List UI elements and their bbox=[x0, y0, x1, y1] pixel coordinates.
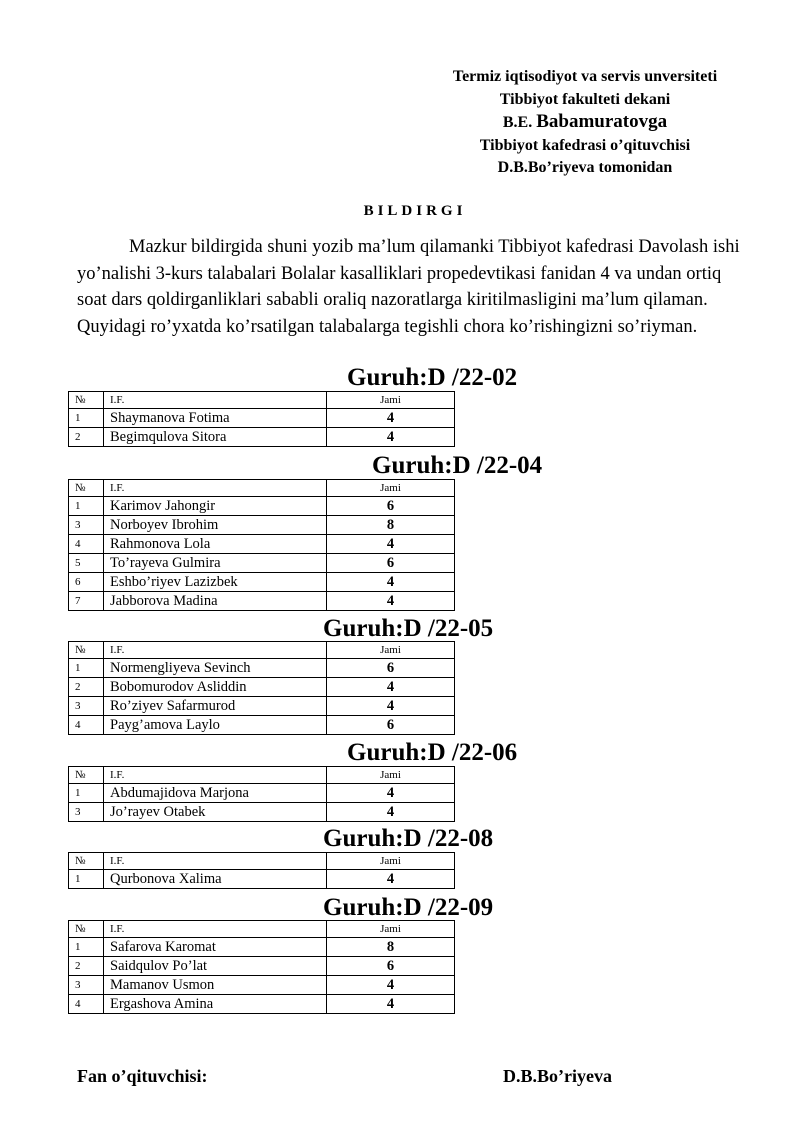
table-header-row bbox=[69, 480, 455, 497]
row-name: Shaymanova Fotima bbox=[104, 409, 327, 428]
header-name: I.F. bbox=[104, 392, 327, 409]
table-row bbox=[69, 535, 455, 554]
addressee-block bbox=[420, 66, 750, 180]
row-name: Ergashova Amina bbox=[104, 995, 327, 1014]
row-total: 8 bbox=[327, 938, 455, 957]
group-table bbox=[68, 766, 455, 822]
row-name: Jabborova Madina bbox=[104, 592, 327, 611]
row-num: 3 bbox=[69, 976, 104, 995]
row-total: 4 bbox=[327, 976, 455, 995]
header-num: № bbox=[69, 642, 104, 659]
table-row bbox=[69, 938, 455, 957]
row-total: 4 bbox=[327, 678, 455, 697]
row-total: 4 bbox=[327, 995, 455, 1014]
row-total: 6 bbox=[327, 957, 455, 976]
row-num: 6 bbox=[69, 573, 104, 592]
body-paragraph bbox=[77, 234, 749, 340]
row-total: 6 bbox=[327, 659, 455, 678]
row-name: Qurbonova Xalima bbox=[104, 870, 327, 889]
row-total: 4 bbox=[327, 803, 455, 822]
row-num: 4 bbox=[69, 716, 104, 735]
row-num: 1 bbox=[69, 659, 104, 678]
row-total: 6 bbox=[327, 554, 455, 573]
header-total: Jami bbox=[327, 480, 455, 497]
header-total: Jami bbox=[327, 767, 455, 784]
header-num: № bbox=[69, 853, 104, 870]
table-header-row bbox=[69, 767, 455, 784]
row-total: 4 bbox=[327, 428, 455, 447]
row-total: 4 bbox=[327, 409, 455, 428]
group-title: Guruh:D /22-08 bbox=[323, 825, 494, 852]
row-name: To’rayeva Gulmira bbox=[104, 554, 327, 573]
header-num: № bbox=[69, 767, 104, 784]
row-num: 1 bbox=[69, 870, 104, 889]
table-row bbox=[69, 784, 455, 803]
row-name: Normengliyeva Sevinch bbox=[104, 659, 327, 678]
row-num: 2 bbox=[69, 957, 104, 976]
dean-name-line bbox=[420, 111, 750, 135]
row-total: 4 bbox=[327, 870, 455, 889]
table-row bbox=[69, 573, 455, 592]
row-name: Jo’rayev Otabek bbox=[104, 803, 327, 822]
group-table bbox=[68, 641, 455, 735]
row-num: 5 bbox=[69, 554, 104, 573]
signature-name: D.B.Bo’riyeva bbox=[503, 1066, 612, 1086]
header-name: I.F. bbox=[104, 853, 327, 870]
header-num: № bbox=[69, 921, 104, 938]
group-title: Guruh:D /22-05 bbox=[323, 615, 494, 642]
header-name: I.F. bbox=[104, 480, 327, 497]
author-name: D.B.Bo’riyeva tomonidan bbox=[497, 159, 673, 176]
header-total: Jami bbox=[327, 642, 455, 659]
dean-initials: B.E. bbox=[502, 114, 533, 131]
group-title: Guruh:D /22-09 bbox=[323, 894, 494, 921]
row-num: 1 bbox=[69, 409, 104, 428]
group-table bbox=[68, 920, 455, 1014]
signature-role: Fan o’qituvchisi: bbox=[77, 1066, 208, 1086]
row-total: 4 bbox=[327, 535, 455, 554]
row-total: 4 bbox=[327, 573, 455, 592]
dean-name: Babamuratovga bbox=[536, 111, 668, 132]
table-row bbox=[69, 659, 455, 678]
group-table bbox=[68, 852, 455, 889]
university-name: Termiz iqtisodiyot va servis unversiteti bbox=[452, 68, 718, 85]
row-name: Mamanov Usmon bbox=[104, 976, 327, 995]
row-num: 3 bbox=[69, 803, 104, 822]
row-total: 4 bbox=[327, 697, 455, 716]
table-row bbox=[69, 957, 455, 976]
row-name: Norboyev Ibrohim bbox=[104, 516, 327, 535]
header-num: № bbox=[69, 392, 104, 409]
row-num: 7 bbox=[69, 592, 104, 611]
row-num: 1 bbox=[69, 497, 104, 516]
table-header-row bbox=[69, 392, 455, 409]
row-total: 4 bbox=[327, 784, 455, 803]
row-name: Rahmonova Lola bbox=[104, 535, 327, 554]
row-name: Saidqulov Po’lat bbox=[104, 957, 327, 976]
row-name: Ro’ziyev Safarmurod bbox=[104, 697, 327, 716]
row-total: 6 bbox=[327, 497, 455, 516]
header-name: I.F. bbox=[104, 767, 327, 784]
row-num: 3 bbox=[69, 516, 104, 535]
row-total: 4 bbox=[327, 592, 455, 611]
row-name: Payg’amova Laylo bbox=[104, 716, 327, 735]
group-table bbox=[68, 391, 455, 447]
row-name: Begimqulova Sitora bbox=[104, 428, 327, 447]
table-header-row bbox=[69, 853, 455, 870]
group-title: Guruh:D /22-02 bbox=[347, 364, 518, 391]
table-row bbox=[69, 716, 455, 735]
row-name: Safarova Karomat bbox=[104, 938, 327, 957]
row-num: 1 bbox=[69, 784, 104, 803]
row-name: Eshbo’riyev Lazizbek bbox=[104, 573, 327, 592]
table-row bbox=[69, 697, 455, 716]
row-num: 1 bbox=[69, 938, 104, 957]
header-name: I.F. bbox=[104, 642, 327, 659]
header-total: Jami bbox=[327, 921, 455, 938]
dean-title: Tibbiyot fakulteti dekani bbox=[499, 90, 671, 108]
table-row bbox=[69, 497, 455, 516]
table-row bbox=[69, 554, 455, 573]
header-total: Jami bbox=[327, 392, 455, 409]
header-num: № bbox=[69, 480, 104, 497]
table-row bbox=[69, 428, 455, 447]
row-num: 4 bbox=[69, 535, 104, 554]
row-num: 2 bbox=[69, 428, 104, 447]
author-position: Tibbiyot kafedrasi o’qituvchisi bbox=[479, 136, 691, 154]
group-table bbox=[68, 479, 455, 611]
row-name: Abdumajidova Marjona bbox=[104, 784, 327, 803]
table-row bbox=[69, 592, 455, 611]
table-row bbox=[69, 678, 455, 697]
table-row bbox=[69, 976, 455, 995]
group-title: Guruh:D /22-04 bbox=[372, 452, 543, 479]
table-header-row bbox=[69, 921, 455, 938]
document-title: BILDIRGI bbox=[363, 203, 467, 219]
row-total: 8 bbox=[327, 516, 455, 535]
table-row bbox=[69, 803, 455, 822]
row-num: 3 bbox=[69, 697, 104, 716]
table-row bbox=[69, 516, 455, 535]
row-num: 2 bbox=[69, 678, 104, 697]
table-row bbox=[69, 870, 455, 889]
header-name: I.F. bbox=[104, 921, 327, 938]
row-name: Karimov Jahongir bbox=[104, 497, 327, 516]
table-row bbox=[69, 409, 455, 428]
group-title: Guruh:D /22-06 bbox=[347, 739, 518, 766]
body-text: Mazkur bildirgida shuni yozib ma’lum qilamanki Tibbiyot kafedrasi Davolash ishi yo’nalishi 3-kurs talabalari Bolalar kasalliklari propedevtikasi fanidan 4 va undan ortiq soat dars qoldirganliklari sababli oraliq nazoratlarga kiritilmasligini ma’lum qilaman. Quyidagi ro’yxatda ko’rsatilgan talabalarga tegishli chora ko’rishingizni so’riyman. bbox=[77, 237, 740, 337]
header-total: Jami bbox=[327, 853, 455, 870]
row-name: Bobomurodov Asliddin bbox=[104, 678, 327, 697]
row-total: 6 bbox=[327, 716, 455, 735]
table-row bbox=[69, 995, 455, 1014]
table-header-row bbox=[69, 642, 455, 659]
row-num: 4 bbox=[69, 995, 104, 1014]
